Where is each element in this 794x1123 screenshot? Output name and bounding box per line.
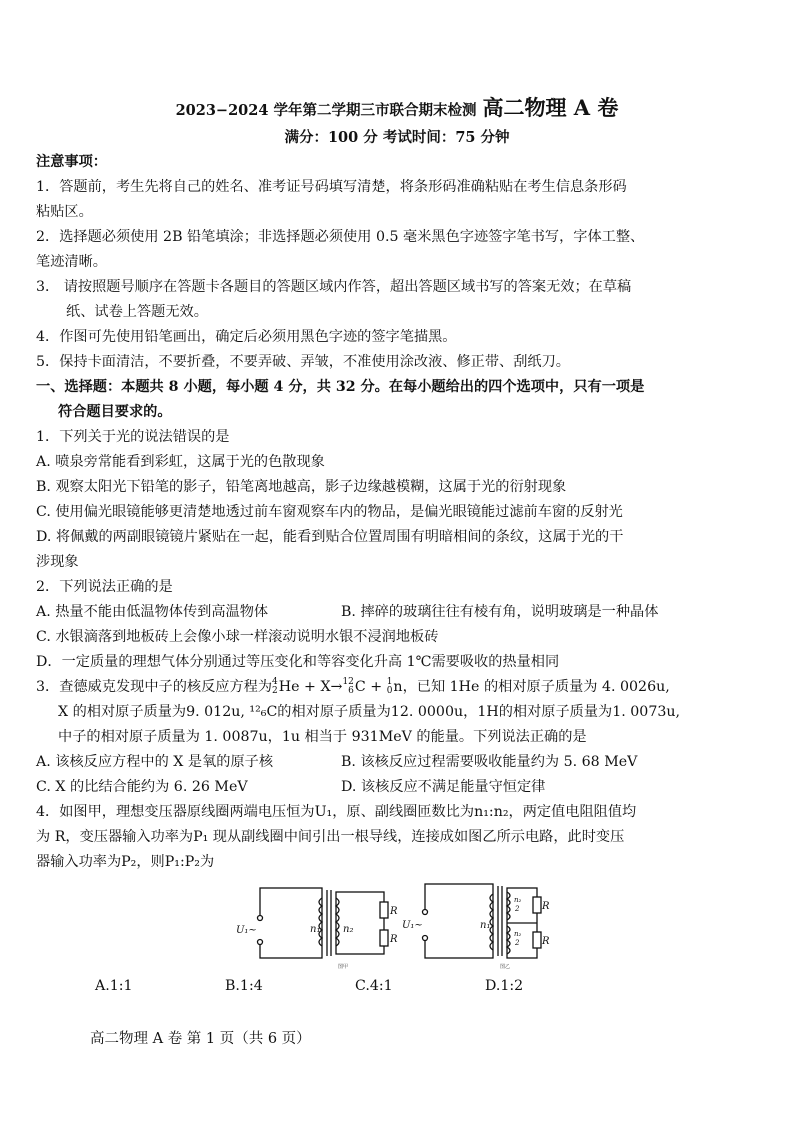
q4-stem-line2: 为 R，变压器输入功率为P₁ 现从副线圈中间引出一根导线，连接成如图乙所示电路，此时变压 xyxy=(36,829,625,845)
fig-b-label-r1: R xyxy=(542,901,550,912)
q2-stem: 2．下列说法正确的是 xyxy=(36,579,173,595)
q4-stem-line3: 器输入功率为P₂，则P₁:P₂为 xyxy=(36,854,215,870)
fig-a-secondary-frame xyxy=(336,892,384,954)
q4-option-c: C.4:1 xyxy=(355,978,393,994)
fig-a-caption: 图甲 xyxy=(338,964,349,970)
notice-item: 纸、试卷上答题无效。 xyxy=(66,304,208,320)
exam-subtitle: 满分：100 分 考试时间：75 分钟 xyxy=(284,129,510,146)
fig-b-label-u1: U₁~ xyxy=(402,920,423,931)
fig-a-label-r1: R xyxy=(390,906,398,917)
isotope-he: 4 2 xyxy=(272,677,278,696)
fig-a-terminal-bottom xyxy=(258,940,263,945)
q1-stem: 1．下列关于光的说法错误的是 xyxy=(36,429,230,445)
q2-option-d: D．一定质量的理想气体分别通过等压变化和等容变化升高 1℃需要吸收的热量相同 xyxy=(36,654,560,670)
q4-stem: 4．如图甲，理想变压器原线圈两端电压恒为U₁，原、副线圈匝数比为n₁:n₂，两定值电阻阻值均 xyxy=(36,804,637,820)
q1-option-d-cont: 涉现象 xyxy=(36,554,79,570)
notice-heading: 注意事项： xyxy=(36,154,107,170)
q1-option-d: D. 将佩戴的两副眼镜镜片紧贴在一起，能看到贴合位置周围有明暗相间的条纹，这属于光的干 xyxy=(36,529,624,545)
page-footer: 高二物理 A 卷 第 1 页（共 6 页） xyxy=(90,1031,311,1047)
q2-option-a: A. 热量不能由低温物体传到高温物体 xyxy=(36,604,269,620)
section-heading: 一、选择题：本题共 8 小题，每小题 4 分，共 32 分。在每小题给出的四个选项中，只有一项是 xyxy=(36,379,645,395)
q4-option-d: D.1:2 xyxy=(485,978,524,994)
q3-stem: 3．查德威克发现中子的核反应方程为 4 2 He + X→ 12 6 C + 1 0 n，已知 1He 的相对原子质量为 4. 0026u, xyxy=(36,677,670,696)
isotope-c: 12 6 xyxy=(342,677,354,696)
notice-item: 2．选择题必须使用 2B 铅笔填涂；非选择题必须使用 0.5 毫米黑色字迹签字笔书写，字体工整、 xyxy=(36,229,645,245)
fig-a-primary-coil xyxy=(319,898,322,946)
q3-options-cd xyxy=(36,775,760,800)
q3-stem-line3: 中子的相对原子质量为 1. 0087u，1u 相当于 931MeV 的能量。下列说法正确的是 xyxy=(58,729,587,745)
q3-options-ab xyxy=(36,750,760,775)
fig-a-label-n1: n₁ xyxy=(310,924,321,935)
q2-option-c: C. 水银滴落到地板砖上会像小球一样滚动说明水银不浸润地板砖 xyxy=(36,629,439,645)
q1-option-a: A. 喷泉旁常能看到彩虹，这属于光的色散现象 xyxy=(36,454,325,470)
fig-a-label-u1: U₁~ xyxy=(236,925,257,936)
fig-b-resistor-1 xyxy=(533,897,541,913)
exam-content xyxy=(36,150,760,875)
q2-option-b: B. 摔碎的玻璃往往有棱有角，说明玻璃是一种晶体 xyxy=(341,604,659,620)
q3-option-c: C. X 的比结合能约为 6. 26 MeV xyxy=(36,779,248,795)
notice-item: 笔迹清晰。 xyxy=(36,254,107,270)
fig-a-primary-frame xyxy=(260,888,322,958)
q3-option-d: D. 该核反应不满足能量守恒定律 xyxy=(341,779,546,795)
q3-stem-line2: X 的相对原子质量为9. 012u, ¹²₆C的相对原子质量为12. 0000u，1H的相对原子质量为1. 0073u, xyxy=(58,704,681,720)
notice-item: 粘贴区。 xyxy=(36,204,93,220)
q3-option-a: A. 该核反应方程中的 X 是氧的原子核 xyxy=(36,754,274,770)
fig-a-resistor-1 xyxy=(380,902,388,918)
title-subject: 高二物理 A 卷 xyxy=(482,95,619,120)
exam-title xyxy=(0,92,794,122)
fig-a-terminal-top xyxy=(258,916,263,921)
notice-item: 4．作图可先使用铅笔画出，确定后必须用黑色字迹的签字笔描黑。 xyxy=(36,329,457,345)
transformer-circuit-figure xyxy=(230,880,560,975)
q3-option-b: B. 该核反应过程需要吸收能量约为 5. 68 MeV xyxy=(341,754,638,770)
notice-item: 1．答题前，考生先将自己的姓名、准考证号码填写清楚，将条形码准确粘贴在考生信息条形码 xyxy=(36,179,627,195)
fig-b-label-r2: R xyxy=(542,936,550,947)
fig-b-label-half-den-bottom: 2 xyxy=(515,939,520,947)
title-exam-name: 2023−2024 学年第二学期三市联合期末检测 xyxy=(175,102,477,119)
isotope-n: 1 0 xyxy=(386,677,393,696)
notice-item: 3． 请按照题号顺序在答题卡各题目的答题区域内作答，超出答题区域书写的答案无效；在草稿 xyxy=(36,279,632,295)
fig-b-label-n1: n₁ xyxy=(480,920,491,931)
q4-option-b: B.1:4 xyxy=(225,978,263,994)
fig-a-label-r2: R xyxy=(390,934,398,945)
fig-b-label-half-n2-top: n₂ xyxy=(514,896,522,904)
q4-option-a: A.1:1 xyxy=(95,978,133,994)
fig-a-label-n2: n₂ xyxy=(343,924,354,935)
q1-option-c: C. 使用偏光眼镜能够更清楚地透过前车窗观察车内的物品，是偏光眼镜能过滤前车窗的反射光 xyxy=(36,504,623,520)
fig-b-resistor-2 xyxy=(533,932,541,948)
fig-b-label-half-den-top: 2 xyxy=(515,905,520,913)
section-heading-cont: 符合题目要求的。 xyxy=(58,404,172,420)
fig-b-label-half-n2-bottom: n₂ xyxy=(514,930,522,938)
q2-options-ab xyxy=(36,600,760,625)
q1-option-b: B. 观察太阳光下铅笔的影子，铅笔离地越高，影子边缘越模糊，这属于光的衍射现象 xyxy=(36,479,567,495)
fig-b-caption: 图乙 xyxy=(500,964,511,970)
notice-item: 5．保持卡面清洁，不要折叠，不要弄破、弄皱，不准使用涂改液、修正带、刮纸刀。 xyxy=(36,354,570,370)
fig-b-terminal-bottom xyxy=(423,936,428,941)
fig-b-terminal-top xyxy=(423,910,428,915)
fig-a-resistor-2 xyxy=(380,930,388,946)
